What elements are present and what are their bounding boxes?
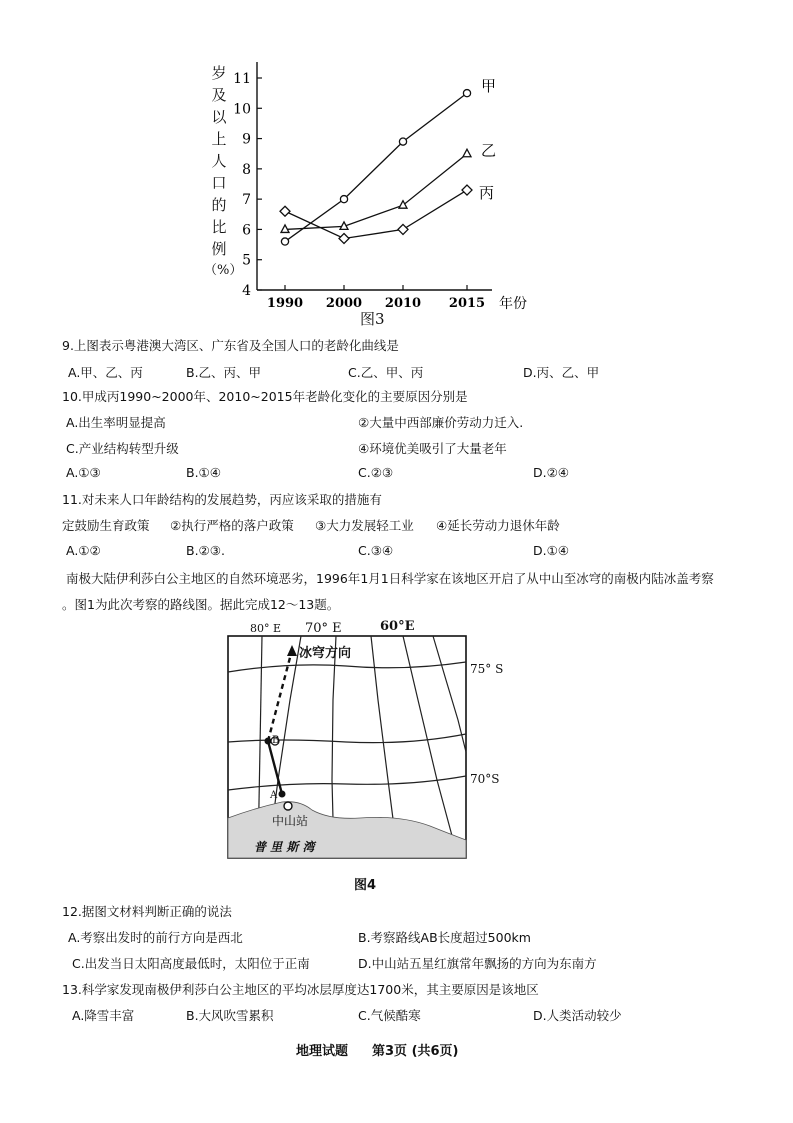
point-a-marker [279, 791, 286, 798]
q13-option-a: A.降雪丰富 [72, 1008, 135, 1023]
y-tick-label: 6 [242, 222, 251, 239]
q11-option-c: C.③④ [358, 543, 394, 558]
q10-item-1: A.出生率明显提高 [66, 415, 166, 430]
intro-line-2: 。图1为此次考察的路线图。据此完成12～13题。 [62, 597, 340, 612]
q9-option-c: C.乙、甲、丙 [348, 365, 424, 380]
series-label-乙: 乙 [481, 141, 497, 160]
q13-option-c: C.气候酷寒 [358, 1008, 421, 1023]
lat-label-75: 75° S [470, 662, 504, 676]
q10-option-c: C.②③ [358, 465, 394, 480]
q9-option-d: D.丙、乙、甲 [523, 365, 600, 380]
q11-item-4: ④延长劳动力退休年龄 [436, 518, 560, 533]
y-tick-label: 9 [242, 131, 251, 148]
q11-option-a: A.①② [66, 543, 101, 558]
bay-label: 普 里 斯 湾 [254, 840, 315, 854]
intro-line-1: 南极大陆伊利莎白公主地区的自然环境恶劣，1996年1月1日科学家在该地区开启了从中山至冰穹的南极内陆冰盖考察 [66, 571, 714, 586]
q9-option-a: A.甲、乙、丙 [68, 365, 143, 380]
q12-option-a: A.考察出发时的前行方向是西北 [68, 930, 243, 945]
q10-item-4: ④环境优美吸引了大量老年 [358, 441, 507, 456]
q10-option-a: A.①③ [66, 465, 101, 480]
q11-item-3: ③大力发展轻工业 [315, 518, 414, 533]
station-label: 中山站 [272, 814, 309, 828]
figure4-caption: 图4 [354, 878, 377, 893]
q10-item-2: ②大量中西部廉价劳动力迁入. [358, 415, 524, 430]
y-tick-label: 8 [242, 161, 251, 178]
y-tick-label: 11 [233, 71, 251, 87]
q10-item-3: C.产业结构转型升级 [66, 441, 179, 456]
q11-stem: 11.对未来人口年龄结构的发展趋势，丙应该采取的措施有 [62, 492, 382, 507]
q10-stem: 10.甲成丙1990~2000年、2010~2015年老龄化变化的主要原因分别是 [62, 389, 468, 404]
y-tick-label: 4 [242, 283, 251, 299]
q12-option-b: B.考察路线AB长度超过500km [358, 930, 531, 945]
q12-option-c: C.出发当日太阳高度最低时，太阳位于正南 [72, 956, 310, 971]
footer-page: 第3页 (共6页) [372, 1044, 459, 1059]
y-tick-label: 5 [242, 252, 251, 269]
q11-option-d: D.①④ [533, 543, 570, 558]
lat-label-70: 70°S [470, 772, 500, 786]
q13-option-b: B.大风吹雪累积 [186, 1008, 274, 1023]
point-b-label: B [272, 735, 280, 746]
direction-arrow-icon [287, 645, 297, 656]
series-label-甲: 甲 [481, 77, 497, 96]
x-axis-unit: 年份 [499, 296, 527, 312]
figure3-y-label: 岁 及 以 上 人 口 的 比 例 （%） [204, 64, 243, 278]
point-a-label: A [270, 790, 278, 801]
lon-label-70: 70° E [305, 621, 342, 636]
x-tick-label: 2010 [384, 296, 422, 311]
q11-item-2: ②执行严格的落户政策 [170, 518, 294, 533]
q9-stem: 9.上图表示粤港澳大湾区、广东省及全国人口的老龄化曲线是 [62, 338, 399, 353]
x-tick-label: 2000 [325, 296, 363, 311]
q10-option-b: B.①④ [186, 465, 221, 480]
figure3-caption: 图3 [360, 310, 385, 328]
q13-option-d: D.人类活动较少 [533, 1008, 622, 1023]
q11-item-1: 定鼓励生育政策 [62, 518, 150, 533]
series-label-丙: 丙 [479, 184, 495, 203]
q10-option-d: D.②④ [533, 465, 570, 480]
station-marker [284, 802, 292, 810]
q12-stem: 12.据图文材料判断正确的说法 [62, 904, 232, 919]
q11-option-b: B.②③. [186, 543, 225, 558]
x-tick-label: 2015 [448, 296, 486, 311]
x-tick-label: 1990 [266, 296, 304, 311]
q9-option-b: B.乙、丙、甲 [186, 365, 262, 380]
direction-label: 冰穹方向 [299, 646, 352, 661]
y-tick-label: 10 [233, 101, 251, 118]
q13-stem: 13.科学家发现南极伊利莎白公主地区的平均冰层厚度达1700米，其主要原因是该地区 [62, 982, 539, 997]
y-tick-label: 7 [242, 192, 251, 209]
q12-option-d: D.中山站五星红旗常年飘扬的方向为东南方 [358, 956, 597, 971]
footer-subject: 地理试题 [296, 1044, 349, 1059]
lon-label-80: 80° E [250, 622, 282, 635]
lon-label-60: 60°E [380, 619, 415, 634]
